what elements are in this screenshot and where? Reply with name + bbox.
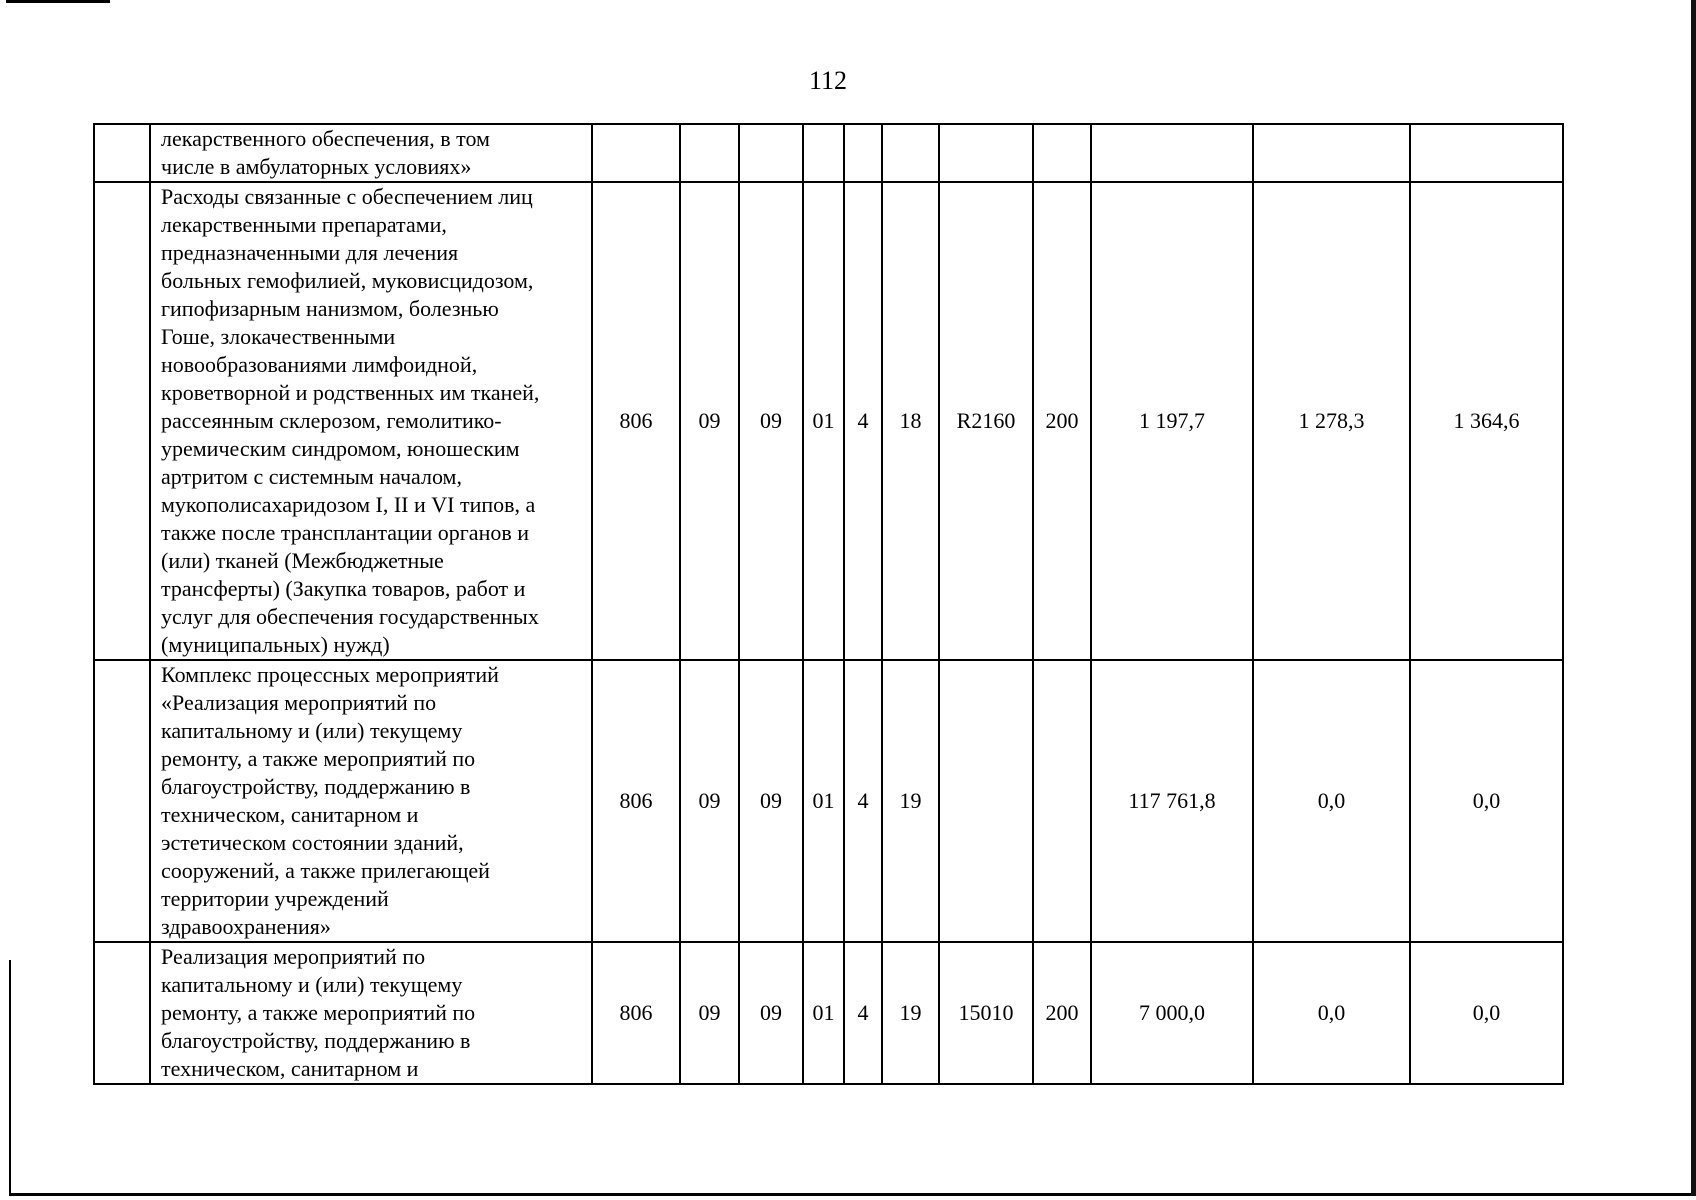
scan-edge-right [1691, 0, 1696, 1196]
expense-type-cell: 200 [1033, 182, 1091, 660]
program-cell: 01 [803, 182, 844, 660]
activity-cell: 19 [882, 942, 939, 1084]
amount-year2-cell: 1 278,3 [1253, 182, 1410, 660]
subsection-cell: 09 [739, 660, 803, 942]
amount-year1-cell [1091, 124, 1253, 182]
subsection-cell: 09 [739, 942, 803, 1084]
amount-year1-cell: 1 197,7 [1091, 182, 1253, 660]
table-row [94, 942, 1563, 1084]
ministry-code-cell: 806 [592, 182, 680, 660]
section-cell: 09 [680, 942, 739, 1084]
ministry-code-cell: 806 [592, 660, 680, 942]
direction-code-cell [939, 660, 1033, 942]
description-cell: Расходы связанные с обеспечением лиц лекарственными препаратами, предназначенными для лечения больных гемофилией, муковисцидозом, гипофизарным нанизмом, болезнью Гоше, злокачественными новообразованиями лимфоидной, кроветворной и родственных им тканей, рассеянным склерозом, гемолитико- уремическим синдромом, юношеским артритом с системным началом, мукополисахаридозом I, II и VI типов, а также после трансплантации органов и (или) тканей (Межбюджетные трансферты) (Закупка товаров, работ и услуг для обеспечения государственных (муниципальных) нужд) [150, 182, 592, 660]
subprogram-type-cell: 4 [844, 660, 882, 942]
subsection-cell: 09 [739, 182, 803, 660]
amount-year2-cell: 0,0 [1253, 660, 1410, 942]
subprogram-type-cell [844, 124, 882, 182]
scan-edge-left [9, 960, 11, 1196]
expense-type-cell: 200 [1033, 942, 1091, 1084]
direction-code-cell: 15010 [939, 942, 1033, 1084]
row-number-cell [94, 182, 150, 660]
description-cell: Реализация мероприятий по капитальному и (или) текущему ремонту, а также мероприятий по благоустройству, поддержанию в техническом, санитарном и [150, 942, 592, 1084]
direction-code-cell [939, 124, 1033, 182]
description-cell: лекарственного обеспечения, в том числе в амбулаторных условиях» [150, 124, 592, 182]
amount-year2-cell: 0,0 [1253, 942, 1410, 1084]
row-number-cell [94, 660, 150, 942]
activity-cell [882, 124, 939, 182]
description-cell: Комплекс процессных мероприятий «Реализация мероприятий по капитальному и (или) текущему ремонту, а также мероприятий по благоустройству, поддержанию в техническом, санитарном и эстетическом состоянии зданий, сооружений, а также прилегающей территории учреждений здравоохранения» [150, 660, 592, 942]
budget-table [93, 123, 1564, 1085]
amount-year3-cell: 1 364,6 [1410, 182, 1563, 660]
amount-year3-cell: 0,0 [1410, 942, 1563, 1084]
amount-year3-cell [1410, 124, 1563, 182]
row-number-cell [94, 124, 150, 182]
amount-year3-cell: 0,0 [1410, 660, 1563, 942]
expense-type-cell [1033, 660, 1091, 942]
table-row [94, 660, 1563, 942]
amount-year2-cell [1253, 124, 1410, 182]
activity-cell: 18 [882, 182, 939, 660]
program-cell: 01 [803, 660, 844, 942]
section-cell: 09 [680, 182, 739, 660]
table-row [94, 182, 1563, 660]
subprogram-type-cell: 4 [844, 942, 882, 1084]
activity-cell: 19 [882, 660, 939, 942]
ministry-code-cell: 806 [592, 942, 680, 1084]
section-cell: 09 [680, 660, 739, 942]
corner-scan-mark [6, 0, 110, 3]
subprogram-type-cell: 4 [844, 182, 882, 660]
table-row [94, 124, 1563, 182]
section-cell [680, 124, 739, 182]
ministry-code-cell [592, 124, 680, 182]
amount-year1-cell: 7 000,0 [1091, 942, 1253, 1084]
program-cell [803, 124, 844, 182]
subsection-cell [739, 124, 803, 182]
amount-year1-cell: 117 761,8 [1091, 660, 1253, 942]
page-number: 112 [808, 66, 848, 95]
scan-edge-bottom [9, 1193, 1696, 1196]
direction-code-cell: R2160 [939, 182, 1033, 660]
row-number-cell [94, 942, 150, 1084]
expense-type-cell [1033, 124, 1091, 182]
program-cell: 01 [803, 942, 844, 1084]
